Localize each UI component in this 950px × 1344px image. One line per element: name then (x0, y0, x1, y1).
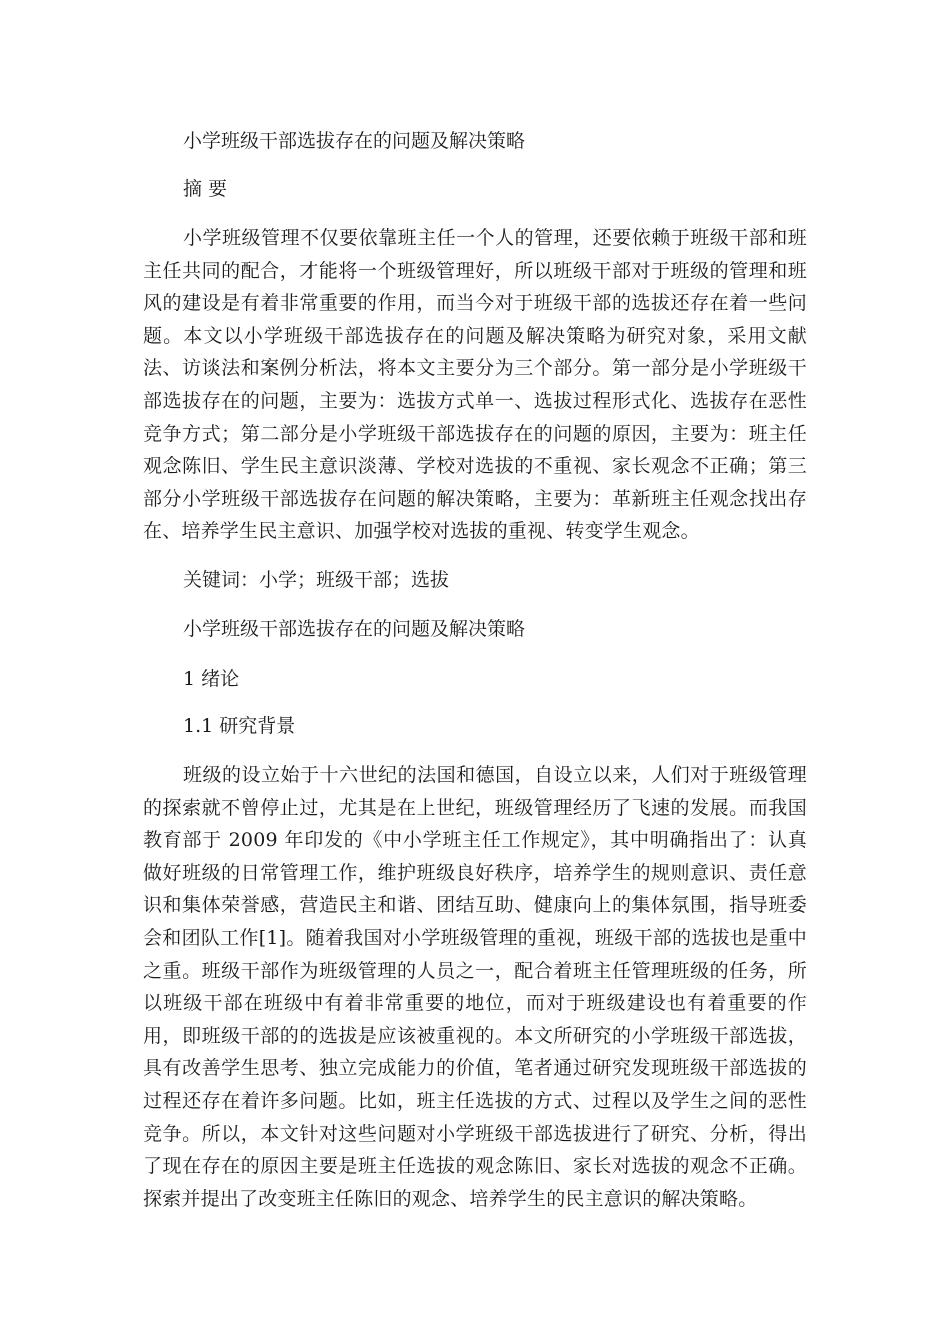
document-title: 小学班级干部选拔存在的问题及解决策略 (183, 130, 526, 152)
body-title: 小学班级干部选拔存在的问题及解决策略 (183, 618, 526, 640)
section-paragraph: 班级的设立始于十六世纪的法国和德国，自设立以来，人们对于班级管理的探索就不曾停止过，尤其是在上世纪，班级管理经历了飞速的发展。而我国教育部于 2009 年印发的《中小学班主任工作规定》，其中明确指出了：认真做好班级的日常管理工作，维护班级良好秩序，培养学生的规则意识、责任意识和集体荣誉感，营造民主和谐、团结互助、健康向上的集体氛围，指导班委会和团队工作[1]。随着我国对小学班级管理的重视，班级干部的选拔也是重中之重。班级干部作为班级管理的人员之一，配合着班主任管理班级的任务，所以班级干部在班级中有着非常重要的地位，而对于班级建设也有着重要的作用，即班级干部的的选拔是应该被重视的。本文所研究的小学班级干部选拔，具有改善学生思考、独立完成能力的价值，笔者通过研究发现班级干部选拔的过程还存在着许多问题。比如，班主任选拔的方式、过程以及学生之间的恶性竞争。所以，本文针对这些问题对小学班级干部选拔进行了研究、分析，得出了现在存在的原因主要是班主任选拔的观念陈旧、家长对选拔的观念不正确。探索并提出了改变班主任陈旧的观念、培养学生的民主意识的解决策略。 (143, 764, 807, 1210)
abstract-heading: 摘 要 (183, 178, 228, 200)
keywords-line: 关键词：小学；班级干部；选拔 (183, 569, 450, 591)
section-heading: 1.1 研究背景 (183, 715, 296, 737)
chapter-heading: 1 绪论 (183, 668, 240, 690)
abstract-paragraph: 小学班级管理不仅要依靠班主任一个人的管理，还要依赖于班级干部和班主任共同的配合，才能将一个班级管理好，所以班级干部对于班级的管理和班风的建设是有着非常重要的作用，而当今对于班级干部的选拔还存在着一些问题。本文以小学班级干部选拔存在的问题及解决策略为研究对象，采用文献法、访谈法和案例分析法，将本文主要分为三个部分。第一部分是小学班级干部选拔存在的问题，主要为：选拔方式单一、选拔过程形式化、选拔存在恶性竞争方式；第二部分是小学班级干部选拔存在的问题的原因，主要为：班主任观念陈旧、学生民主意识淡薄、学校对选拔的不重视、家长观念不正确；第三部分小学班级干部选拔存在问题的解决策略，主要为：革新班主任观念找出存在、培养学生民主意识、加强学校对选拔的重视、转变学生观念。 (143, 227, 807, 543)
